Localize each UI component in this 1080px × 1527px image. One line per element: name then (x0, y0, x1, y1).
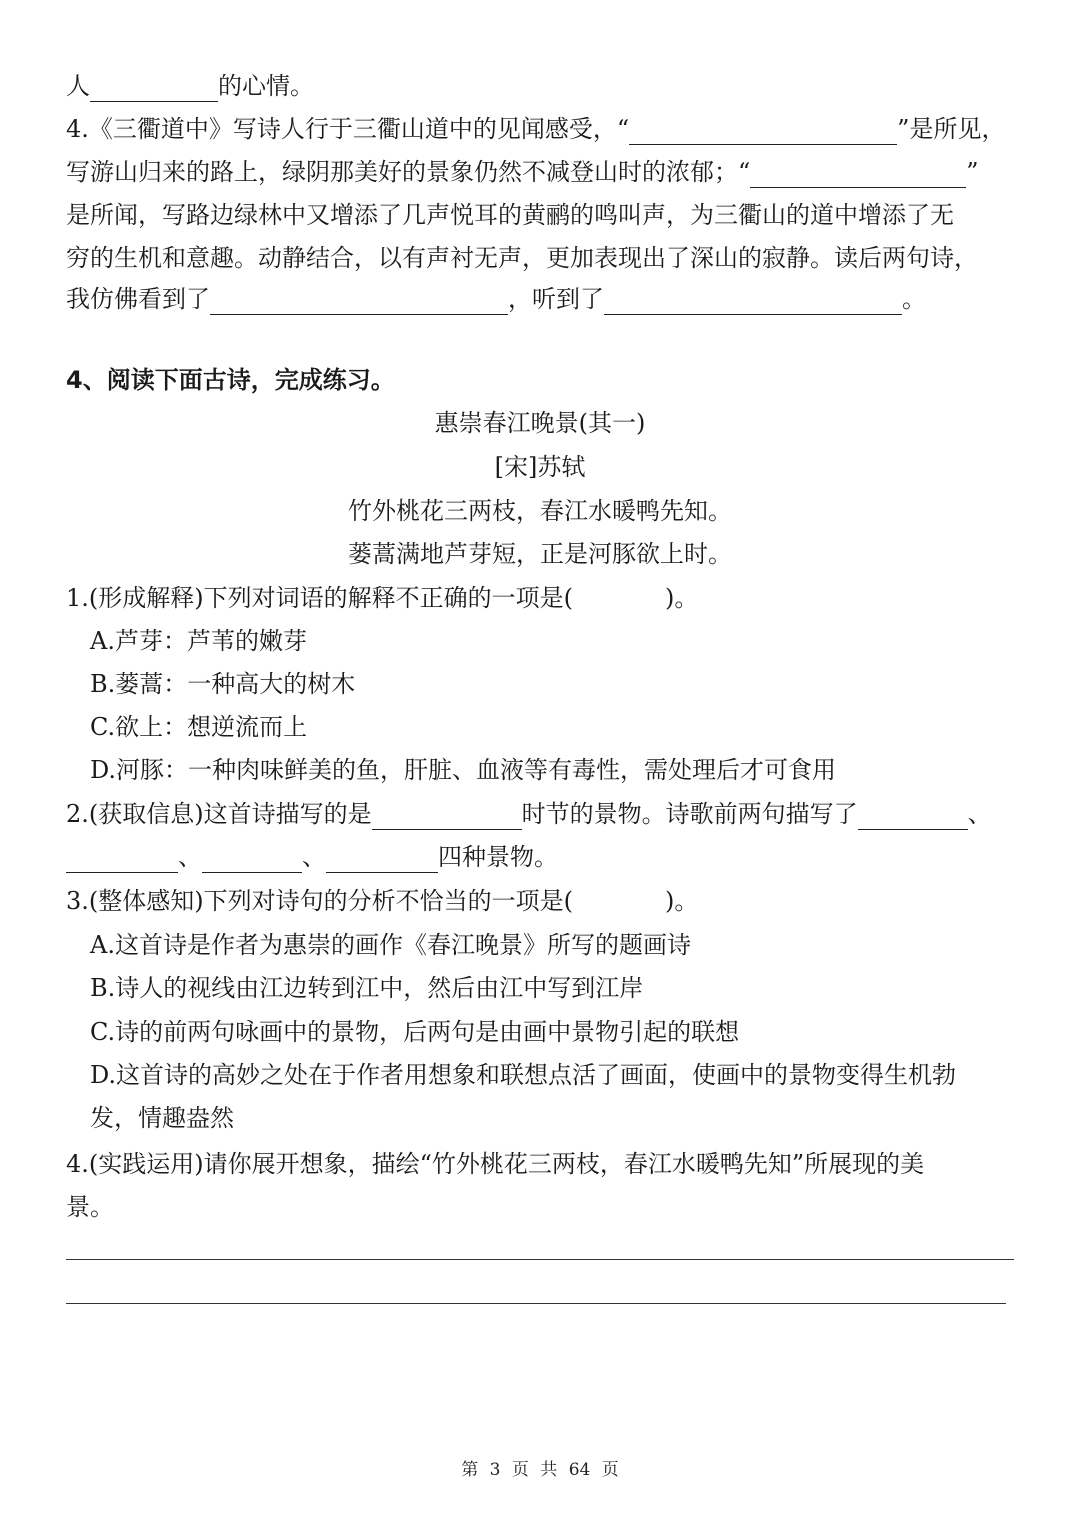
text-line: 是所闻，写路边绿林中又增添了几声悦耳的黄鹂的鸣叫声，为三衢山的道中增添了无 (66, 201, 954, 229)
poem-author: [宋]苏轼 (494, 453, 586, 481)
option-a: A.芦芽：芦苇的嫩芽 (90, 627, 307, 655)
answer-blank[interactable] (604, 288, 902, 315)
answer-blank[interactable] (326, 846, 438, 873)
question-1-stem: 1.(形成解释)下列对词语的解释不正确的一项是( )。 (66, 584, 699, 612)
option-d: D.这首诗的高妙之处在于作者用想象和联想点活了画面，使画中的景物变得生机勃 (90, 1061, 957, 1089)
answer-blank[interactable] (202, 846, 302, 873)
question-3-stem: 3.(整体感知)下列对诗句的分析不恰当的一项是( )。 (66, 887, 699, 915)
question-2-line: 2.(获取信息)这首诗描写的是 时节的景物。诗歌前两句描写了 、 (66, 800, 992, 828)
answer-blank[interactable] (372, 803, 522, 830)
text-line: 穷的生机和意趣。动静结合，以有声衬无声，更加表现出了深山的寂静。读后两句诗， (66, 244, 978, 272)
poem-title: 惠崇春江晚景(其一) (434, 409, 646, 437)
answer-blank[interactable] (210, 288, 508, 315)
answer-blank[interactable] (858, 803, 968, 830)
option-c: C.欲上：想逆流而上 (90, 713, 308, 741)
option-d: D.河豚：一种肉味鲜美的鱼，肝脏、血液等有毒性，需处理后才可食用 (90, 756, 837, 784)
answer-blank[interactable] (629, 118, 897, 145)
option-a: A.这首诗是作者为惠崇的画作《春江晚景》所写的题画诗 (90, 931, 691, 959)
text-line: 写游山归来的路上，绿阴那美好的景象仍然不减登山时的浓郁；“ ” (66, 158, 979, 186)
writing-line[interactable] (66, 1259, 1014, 1260)
writing-line[interactable] (66, 1303, 1006, 1304)
page-number: 第 3 页 共 64 页 (461, 1460, 619, 1480)
question-4-line: 4.(实践运用)请你展开想象，描绘“竹外桃花三两枝，春江水暖鸭先知”所展现的美 (66, 1150, 925, 1178)
text-line: 我仿佛看到了 ，听到了 。 (66, 285, 926, 313)
answer-blank[interactable] (66, 846, 178, 873)
option-b: B.诗人的视线由江边转到江中，然后由江中写到江岸 (90, 974, 644, 1002)
option-b: B.蒌蒿：一种高大的树木 (90, 670, 356, 698)
text-line: 4.《三衢道中》写诗人行于三衢山道中的见闻感受，“ ”是所见， (66, 115, 1006, 143)
answer-blank[interactable] (750, 161, 966, 188)
question-4-line: 景。 (66, 1193, 114, 1221)
poem-line: 蒌蒿满地芦芽短，正是河豚欲上时。 (348, 540, 732, 568)
text-line: 人 的心情。 (66, 72, 314, 100)
section-heading: 4、阅读下面古诗，完成练习。 (66, 366, 395, 394)
option-d-continued: 发，情趣盎然 (90, 1104, 234, 1132)
question-2-line: 、 、 四种景物。 (66, 841, 1040, 873)
answer-blank[interactable] (90, 75, 218, 102)
option-c: C.诗的前两句咏画中的景物，后两句是由画中景物引起的联想 (90, 1018, 740, 1046)
poem-line: 竹外桃花三两枝，春江水暖鸭先知。 (348, 497, 732, 525)
